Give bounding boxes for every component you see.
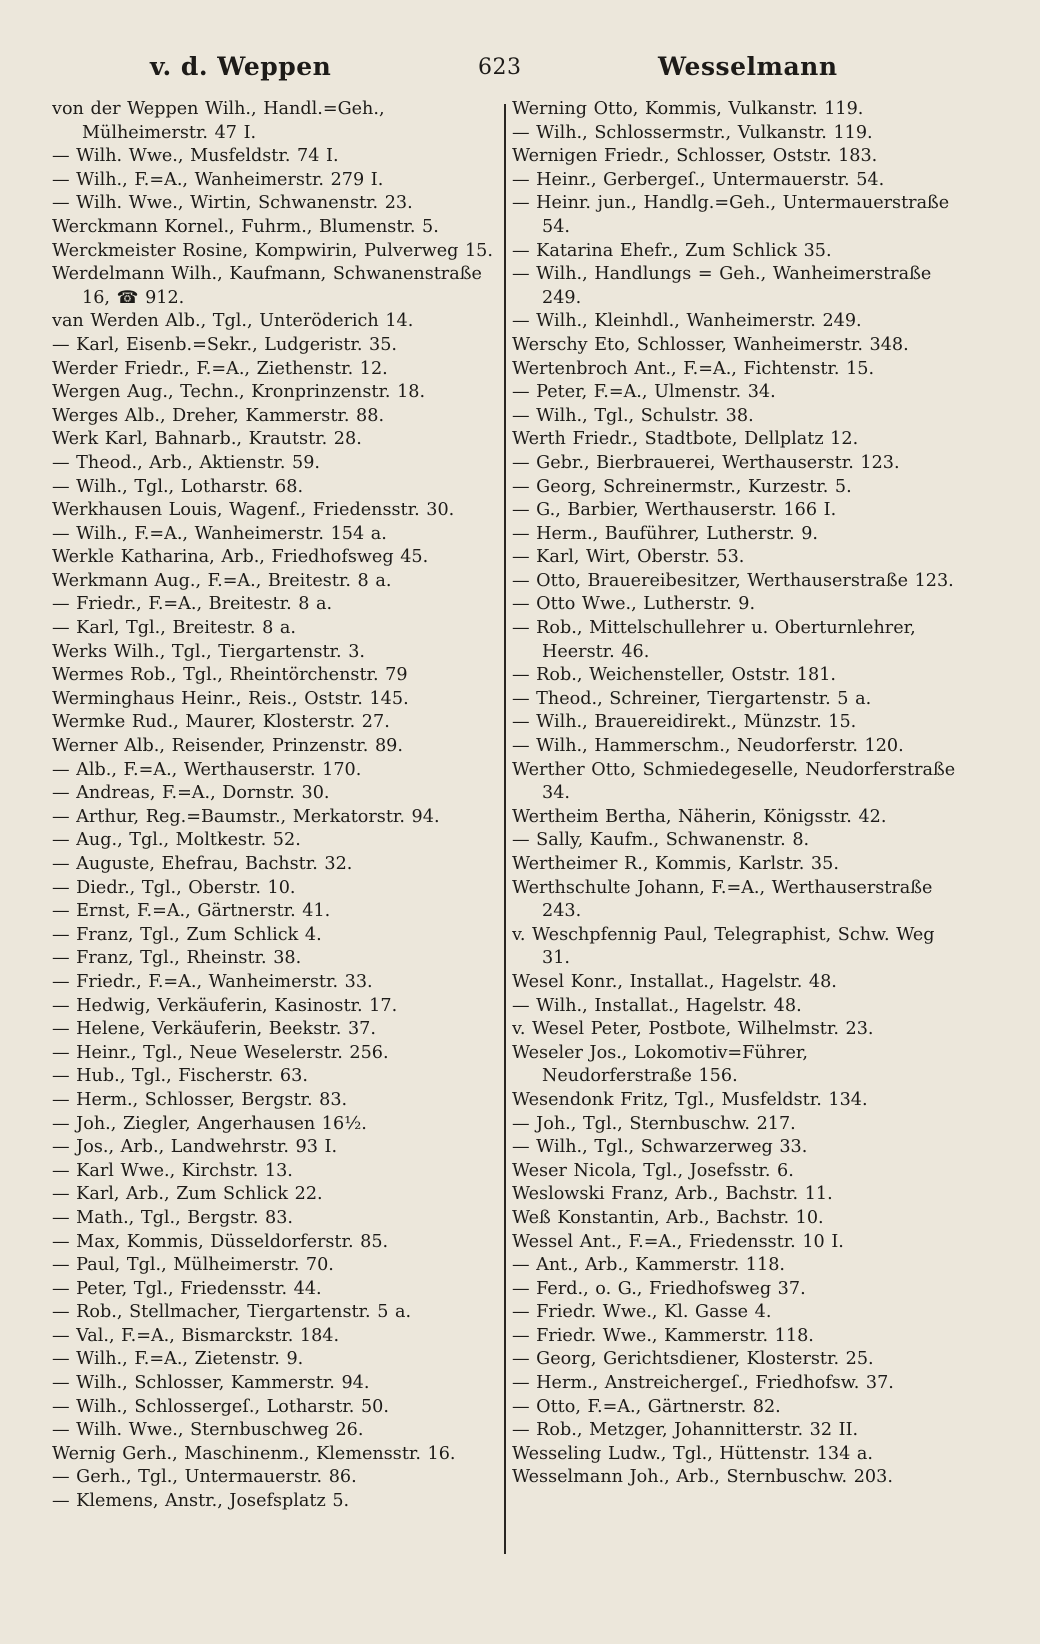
directory-entry: Werder Friedr., F.=A., Ziethenstr. 12. — [52, 358, 388, 379]
directory-entry: — Wilh., Tgl., Schwarzerweg 33. — [512, 1137, 808, 1158]
directory-entry: Werk Karl, Bahnarb., Krautstr. 28. — [52, 429, 362, 450]
directory-entry: — Herm., Schlosser, Bergstr. 83. — [52, 1089, 348, 1110]
directory-entry: — Hedwig, Verkäuferin, Kasinostr. 17. — [52, 995, 398, 1016]
directory-entry: — Alb., F.=A., Werthauserstr. 170. — [52, 759, 362, 780]
directory-entry: Weser Nicola, Tgl., Josefsstr. 6. — [512, 1160, 794, 1181]
directory-entry: — Franz, Tgl., Rheinstr. 38. — [52, 948, 302, 969]
directory-entry: — Friedr., F.=A., Wanheimerstr. 33. — [52, 971, 373, 992]
directory-entry: Werkle Katharina, Arb., Friedhofsweg 45. — [52, 547, 429, 568]
directory-entry: — Wilh. Wwe., Wirtin, Schwanenstr. 23. — [52, 193, 413, 214]
directory-entry: — Rob., Weichensteller, Oststr. 181. — [512, 665, 836, 686]
directory-entry: — Math., Tgl., Bergstr. 83. — [52, 1207, 294, 1228]
directory-entry: Werks Wilh., Tgl., Tiergartenstr. 3. — [52, 641, 365, 662]
directory-entry: Werning Otto, Kommis, Vulkanstr. 119. — [512, 99, 864, 119]
directory-entry: — Karl, Eisenb.=Sekr., Ludgeristr. 35. — [52, 334, 397, 355]
directory-entry: — Katarina Ehefr., Zum Schlick 35. — [512, 240, 832, 261]
directory-entry: von der Weppen Wilh., Handl.=Geh., Mülheimerstr. 47 I. — [52, 99, 385, 143]
column-divider — [504, 104, 506, 1554]
directory-entry: Werschy Eto, Schlosser, Wanheimerstr. 348. — [512, 334, 909, 355]
directory-entry: Weß Konstantin, Arb., Bachstr. 10. — [512, 1207, 824, 1228]
directory-entry: — Georg, Schreinermstr., Kurzestr. 5. — [512, 476, 852, 497]
directory-entry: Werdelmann Wilh., Kaufmann, Schwanenstraße 16, ☎ 912. — [52, 264, 482, 308]
directory-entry: — Rob., Mittelschullehrer u. Oberturnlehrer, Heerstr. 46. — [512, 618, 916, 662]
header-left-keyword: v. d. Weppen — [150, 52, 332, 81]
header-right-keyword: Wesselmann — [658, 52, 838, 81]
directory-entry: — Wilh., Kleinhdl., Wanheimerstr. 249. — [512, 311, 862, 332]
directory-entry: — Klemens, Anstr., Josefsplatz 5. — [52, 1491, 350, 1512]
directory-entry: — Herm., Anstreichergeſ., Friedhofsw. 37. — [512, 1373, 894, 1394]
directory-entry: — Wilh., Handlungs = Geh., Wanheimerstraße 249. — [512, 264, 932, 308]
directory-entry: — G., Barbier, Werthauserstr. 166 I. — [512, 500, 837, 521]
directory-entry: — Karl Wwe., Kirchstr. 13. — [52, 1160, 293, 1181]
directory-entry: van Werden Alb., Tgl., Unteröderich 14. — [52, 311, 414, 332]
directory-entry: Werckmeister Rosine, Kompwirin, Pulverweg 15. — [52, 240, 493, 261]
directory-entry: — Heinr., Gerbergeſ., Untermauerstr. 54. — [512, 169, 885, 190]
directory-entry: Wesselmann Joh., Arb., Sternbuschw. 203. — [512, 1467, 893, 1488]
directory-entry: Werthschulte Johann, F.=A., Werthauserstraße 243. — [512, 877, 933, 922]
directory-entry: — Friedr. Wwe., Kl. Gasse 4. — [512, 1302, 772, 1323]
directory-entry: — Wilh. Wwe., Musfeldstr. 74 I. — [52, 146, 339, 167]
directory-entry: — Ernst, F.=A., Gärtnerstr. 41. — [52, 901, 331, 922]
directory-entry: — Jos., Arb., Landwehrstr. 93 I. — [52, 1137, 338, 1158]
directory-entry: Weseler Jos., Lokomotiv=Führer, Neudorferstraße 156. — [512, 1042, 808, 1087]
directory-entry: — Wilh., Tgl., Schulstr. 38. — [512, 405, 754, 426]
directory-entry: — Wilh., Brauereidirekt., Münzstr. 15. — [512, 712, 857, 733]
directory-entry: — Theod., Schreiner, Tiergartenstr. 5 a. — [512, 688, 872, 709]
directory-entry: — Paul, Tgl., Mülheimerstr. 70. — [52, 1255, 334, 1276]
directory-entry: — Franz, Tgl., Zum Schlick 4. — [52, 924, 322, 945]
directory-entry: — Otto, Brauereibesitzer, Werthauserstraße 123. — [512, 570, 954, 591]
directory-entry: — Herm., Bauführer, Lutherstr. 9. — [512, 523, 819, 544]
directory-entry: Wesendonk Fritz, Tgl., Musfeldstr. 134. — [512, 1089, 868, 1110]
directory-entry: — Arthur, Reg.=Baumstr., Merkatorstr. 94. — [52, 806, 440, 827]
directory-entry: Wesseling Ludw., Tgl., Hüttenstr. 134 a. — [512, 1443, 873, 1464]
directory-entry: — Otto Wwe., Lutherstr. 9. — [512, 594, 756, 615]
directory-entry: — Otto, F.=A., Gärtnerstr. 82. — [512, 1396, 781, 1417]
directory-entry: Wesel Konr., Installat., Hagelstr. 48. — [512, 971, 837, 992]
directory-entry: — Gebr., Bierbrauerei, Werthauserstr. 123. — [512, 452, 900, 473]
directory-entry: — Wilh., Schlosser, Kammerstr. 94. — [52, 1373, 370, 1394]
directory-entry: — Ferd., o. G., Friedhofsweg 37. — [512, 1278, 806, 1299]
directory-entry: Wessel Ant., F.=A., Friedensstr. 10 I. — [512, 1231, 844, 1252]
directory-entry: — Hub., Tgl., Fischerstr. 63. — [52, 1066, 308, 1087]
directory-entry: Werges Alb., Dreher, Kammerstr. 88. — [52, 405, 385, 426]
directory-entry: Werner Alb., Reisender, Prinzenstr. 89. — [52, 736, 403, 757]
directory-entry: — Max, Kommis, Düsseldorferstr. 85. — [52, 1231, 389, 1252]
directory-entry: — Wilh., F.=A., Wanheimerstr. 154 a. — [52, 523, 387, 544]
directory-entry: — Wilh., Installat., Hagelstr. 48. — [512, 995, 802, 1016]
directory-entry: — Theod., Arb., Aktienstr. 59. — [52, 452, 321, 473]
directory-entry: — Karl, Arb., Zum Schlick 22. — [52, 1184, 323, 1205]
directory-entry: — Auguste, Ehefrau, Bachstr. 32. — [52, 854, 353, 874]
directory-entry: — Karl, Wirt, Oberstr. 53. — [512, 547, 745, 568]
directory-entry: Werkmann Aug., F.=A., Breitestr. 8 a. — [52, 570, 392, 591]
directory-entry: — Wilh., Hammerschm., Neudorferstr. 120. — [512, 736, 904, 757]
directory-entry: Wernig Gerh., Maschinenm., Klemensstr. 16. — [52, 1443, 456, 1464]
directory-entry: Werther Otto, Schmiedegeselle, Neudorferstraße 34. — [512, 759, 956, 804]
directory-entry: Werminghaus Heinr., Reis., Oststr. 145. — [52, 688, 409, 709]
directory-entry: Wernigen Friedr., Schlosser, Oststr. 183. — [512, 146, 878, 167]
directory-entry: — Rob., Stellmacher, Tiergartenstr. 5 a. — [52, 1302, 412, 1323]
directory-entry: — Wilh., Schlossergeſ., Lotharstr. 50. — [52, 1396, 389, 1417]
directory-entry: — Joh., Tgl., Sternbuschw. 217. — [512, 1113, 796, 1134]
directory-entry: — Wilh., F.=A., Zietenstr. 9. — [52, 1349, 304, 1370]
directory-entry: v. Wesel Peter, Postbote, Wilhelmstr. 23. — [512, 1019, 874, 1040]
directory-entry: — Wilh. Wwe., Sternbuschweg 26. — [52, 1420, 364, 1441]
directory-entry: — Wilh., F.=A., Wanheimerstr. 279 I. — [52, 169, 384, 190]
directory-entry: — Heinr. jun., Handlg.=Geh., Untermauerstraße 54. — [512, 193, 950, 237]
directory-entry: v. Weschpfennig Paul, Telegraphist, Schw. Weg 31. — [512, 924, 935, 969]
directory-entry: Wermes Rob., Tgl., Rheintörchenstr. 79 — [52, 665, 408, 686]
directory-entry: Werkhausen Louis, Wagenf., Friedensstr. 30. — [52, 500, 455, 521]
directory-entry: Wertenbroch Ant., F.=A., Fichtenstr. 15. — [512, 358, 875, 379]
directory-entry: — Sally, Kaufm., Schwanenstr. 8. — [512, 830, 810, 851]
directory-entry: Weslowski Franz, Arb., Bachstr. 11. — [512, 1184, 833, 1205]
directory-entry: — Aug., Tgl., Moltkestr. 52. — [52, 830, 301, 851]
left-column — [52, 98, 496, 1598]
directory-entry: — Georg, Gerichtsdiener, Klosterstr. 25. — [512, 1349, 874, 1370]
directory-entry: — Rob., Metzger, Johannitterstr. 32 II. — [512, 1420, 859, 1441]
page-header — [0, 52, 1040, 92]
directory-entry: — Diedr., Tgl., Oberstr. 10. — [52, 877, 296, 898]
directory-entry: — Joh., Ziegler, Angerhausen 16½. — [52, 1113, 367, 1134]
directory-entry: — Helene, Verkäuferin, Beekstr. 37. — [52, 1019, 376, 1040]
directory-entry: — Karl, Tgl., Breitestr. 8 a. — [52, 618, 296, 639]
directory-entry: Werckmann Kornel., Fuhrm., Blumenstr. 5. — [52, 216, 439, 237]
directory-entry: Werth Friedr., Stadtbote, Dellplatz 12. — [512, 429, 859, 450]
directory-entry: — Gerh., Tgl., Untermauerstr. 86. — [52, 1467, 357, 1488]
directory-entry: Wermke Rud., Maurer, Klosterstr. 27. — [52, 712, 390, 733]
directory-entry: — Andreas, F.=A., Dornstr. 30. — [52, 783, 330, 804]
page-number: 623 — [478, 55, 522, 80]
directory-entry: — Friedr., F.=A., Breitestr. 8 a. — [52, 594, 333, 615]
directory-entry: Wergen Aug., Techn., Kronprinzenstr. 18. — [52, 382, 426, 403]
directory-entry: — Wilh., Tgl., Lotharstr. 68. — [52, 476, 304, 497]
right-column — [512, 98, 962, 1598]
directory-entry: — Peter, Tgl., Friedensstr. 44. — [52, 1278, 322, 1299]
directory-entry: Wertheim Bertha, Näherin, Königsstr. 42. — [512, 806, 887, 827]
directory-entry: — Heinr., Tgl., Neue Weselerstr. 256. — [52, 1042, 389, 1063]
directory-entry: — Wilh., Schlossermstr., Vulkanstr. 119. — [512, 122, 873, 143]
directory-entry: — Friedr. Wwe., Kammerstr. 118. — [512, 1325, 814, 1346]
directory-entry: — Val., F.=A., Bismarckstr. 184. — [52, 1325, 340, 1346]
directory-entry: — Peter, F.=A., Ulmenstr. 34. — [512, 382, 776, 403]
directory-entry: — Ant., Arb., Kammerstr. 118. — [512, 1255, 785, 1276]
directory-entry: Wertheimer R., Kommis, Karlstr. 35. — [512, 854, 839, 874]
